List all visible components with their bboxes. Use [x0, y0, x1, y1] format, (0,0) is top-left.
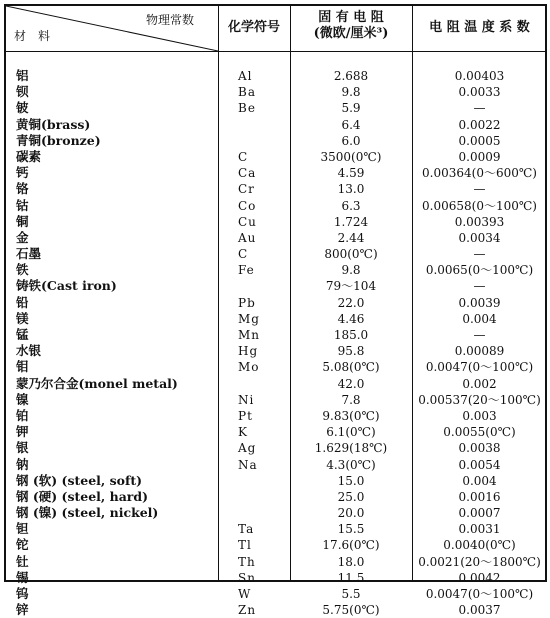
material-cell: 钢 (硬) (steel, hard) — [16, 488, 149, 504]
temp-coeff-cell: 0.0039 — [458, 295, 501, 310]
temp-coeff-cell: 0.0040(0℃) — [443, 538, 516, 553]
resistance-cell: 5.5 — [341, 587, 361, 601]
header-temp-coeff-label: 电 阻 温 度 系 数 — [429, 20, 530, 35]
material-cell: 钨 — [16, 586, 29, 601]
resistance-cell: 2.44 — [337, 230, 365, 245]
material-cell: 蒙乃尔合金(monel metal) — [16, 375, 178, 391]
resistance-cell: 4.59 — [337, 166, 365, 181]
material-cell: 钍 — [16, 553, 29, 569]
resistance-cell: 17.6(0℃) — [322, 538, 380, 553]
resistance-cell: 5.75(0℃) — [322, 603, 380, 618]
temp-coeff-cell: 0.0005 — [458, 133, 501, 148]
symbol-cell: Cr — [238, 182, 255, 197]
symbol-cell: Zn — [238, 603, 257, 618]
material-cell: 铬 — [16, 181, 29, 197]
symbol-cell: Fe — [238, 263, 255, 278]
material-cell: 铁 — [16, 262, 29, 278]
symbol-cell: Th — [238, 554, 256, 569]
header-resistance-line1: 固 有 电 阻 — [318, 10, 384, 25]
resistance-cell: 7.8 — [341, 392, 361, 407]
symbol-cell: Mn — [238, 328, 261, 342]
resistance-cell: 5.9 — [341, 101, 361, 116]
resistance-cell: 4.46 — [337, 311, 365, 326]
resistance-cell: 22.0 — [337, 295, 365, 310]
material-cell: 钙 — [16, 165, 29, 181]
temp-coeff-cell: 0.00658(0～100℃) — [422, 198, 537, 213]
material-cell: 钼 — [16, 359, 29, 375]
resistance-cell: 20.0 — [337, 506, 365, 521]
temp-coeff-cell: — — [473, 279, 486, 294]
temp-coeff-cell: 0.00537(20～100℃) — [418, 392, 541, 407]
resistance-cell: 185.0 — [333, 328, 369, 342]
symbol-cell — [238, 133, 288, 149]
temp-coeff-cell: 0.0031 — [458, 522, 501, 537]
symbol-cell — [238, 117, 288, 133]
header-property-label: 物理常数 — [146, 13, 195, 27]
temp-coeff-cell: 0.00403 — [454, 69, 505, 83]
resistance-cell: 5.08(0℃) — [322, 360, 380, 375]
material-cell: 铊 — [16, 537, 29, 553]
symbol-cell: Cu — [238, 214, 257, 229]
resistance-cell: 11.5 — [337, 570, 365, 585]
material-column — [16, 68, 216, 618]
symbol-cell: Hg — [238, 344, 259, 359]
resistance-cell: 15.0 — [337, 473, 365, 488]
material-cell: 铅 — [16, 294, 29, 310]
temp-coeff-cell: 0.0022 — [458, 117, 501, 132]
material-cell: 钾 — [16, 424, 29, 440]
material-cell: 铝 — [16, 68, 29, 83]
temp-coeff-cell: — — [473, 247, 486, 262]
material-cell: 银 — [16, 440, 29, 456]
resistance-cell: 1.629(18℃) — [314, 441, 388, 456]
material-cell: 锡 — [16, 569, 29, 585]
symbol-cell: Ba — [238, 85, 256, 100]
resistance-column — [290, 68, 412, 618]
resistance-cell: 9.8 — [341, 85, 361, 100]
temp-coeff-cell: 0.003 — [462, 408, 497, 423]
material-cell: 黄铜(brass) — [16, 116, 91, 132]
temp-coeff-cell: 0.0042 — [458, 570, 501, 585]
material-cell: 铍 — [16, 100, 29, 116]
material-cell: 锌 — [16, 602, 29, 618]
temp-coeff-cell: 0.004 — [462, 473, 497, 488]
temp-coeff-cell: — — [473, 182, 486, 197]
material-cell: 钢 (软) (steel, soft) — [16, 472, 143, 488]
symbol-cell: Ca — [238, 166, 257, 181]
resistance-cell: 3500(0℃) — [320, 149, 382, 164]
temp-coeff-cell: 0.0033 — [458, 85, 501, 100]
symbol-cell: Tl — [238, 538, 252, 553]
temp-coeff-cell: — — [473, 328, 486, 342]
temp-coeff-cell: 0.002 — [462, 376, 497, 391]
symbol-cell — [238, 473, 288, 489]
symbol-cell — [238, 505, 288, 521]
symbol-cell: Be — [238, 101, 256, 116]
temp-coeff-cell: 0.0038 — [458, 441, 501, 456]
temp-coeff-cell: 0.0047(0～100℃) — [425, 360, 534, 375]
temp-coeff-cell: 0.0055(0℃) — [443, 425, 516, 440]
symbol-column — [238, 68, 288, 618]
material-cell: 铂 — [16, 407, 29, 423]
symbol-cell: Ni — [238, 392, 255, 407]
resistance-cell: 6.0 — [341, 133, 361, 148]
symbol-cell — [238, 278, 288, 294]
resistance-cell: 42.0 — [337, 376, 365, 391]
temp-coeff-column — [412, 68, 547, 618]
resistance-cell: 6.4 — [341, 117, 361, 132]
resistance-cell: 18.0 — [337, 554, 365, 569]
symbol-cell: Mo — [238, 360, 260, 375]
symbol-cell: Pb — [238, 295, 256, 310]
resistance-cell: 2.688 — [333, 69, 369, 83]
resistivity-table — [4, 4, 547, 618]
temp-coeff-cell: 0.0016 — [458, 489, 501, 504]
symbol-cell — [238, 376, 288, 392]
header-symbol-label: 化学符号 — [227, 20, 280, 35]
material-cell: 金 — [16, 229, 29, 245]
temp-coeff-cell: 0.0007 — [458, 506, 501, 521]
symbol-cell: C — [238, 247, 249, 262]
material-cell: 铸铁(Cast iron) — [16, 278, 117, 294]
symbol-cell: Au — [238, 230, 257, 245]
material-cell: 钴 — [16, 197, 29, 213]
symbol-cell: Sn — [238, 570, 256, 585]
resistance-cell: 1.724 — [333, 214, 369, 229]
material-cell: 青铜(bronze) — [16, 132, 101, 148]
resistance-cell: 13.0 — [337, 182, 365, 197]
temp-coeff-cell: 0.0037 — [458, 603, 501, 618]
symbol-cell: Pt — [238, 408, 253, 423]
material-cell: 钽 — [16, 521, 29, 537]
material-cell: 钠 — [16, 456, 29, 472]
resistance-cell: 9.8 — [341, 263, 361, 278]
temp-coeff-cell: — — [473, 101, 486, 116]
header-resistance-label — [290, 10, 412, 42]
resistance-cell: 9.83(0℃) — [322, 408, 380, 423]
material-cell: 碳素 — [16, 148, 42, 164]
material-cell: 水银 — [16, 343, 42, 359]
symbol-cell: C — [238, 149, 249, 164]
temp-coeff-cell: 0.0047(0～100℃) — [425, 587, 534, 601]
temp-coeff-cell: 0.00393 — [454, 214, 505, 229]
symbol-cell: Na — [238, 457, 258, 472]
symbol-cell: W — [238, 587, 252, 601]
resistance-cell: 15.5 — [337, 522, 365, 537]
resistance-cell: 79～104 — [325, 279, 377, 294]
resistance-cell: 4.3(0℃) — [326, 457, 376, 472]
column-divider — [218, 6, 219, 580]
temp-coeff-cell: 0.0034 — [458, 230, 501, 245]
header-resistance-line2: (微欧/厘米³) — [313, 26, 389, 41]
temp-coeff-cell: 0.0021(20～1800℃) — [418, 554, 541, 569]
resistance-cell: 25.0 — [337, 489, 365, 504]
material-cell: 铜 — [16, 213, 29, 229]
symbol-cell: Ta — [238, 522, 255, 537]
resistance-cell: 6.3 — [341, 198, 361, 213]
temp-coeff-cell: 0.00364(0～600℃) — [422, 166, 537, 181]
symbol-cell: Co — [238, 198, 257, 213]
temp-coeff-cell: 0.00089 — [454, 344, 505, 359]
material-cell: 镁 — [16, 310, 29, 326]
resistance-cell: 95.8 — [337, 344, 365, 359]
resistance-cell: 800(0℃) — [324, 247, 378, 262]
symbol-cell: Ag — [238, 441, 257, 456]
header-material-label: 材 料 — [14, 29, 51, 43]
resistance-cell: 6.1(0℃) — [326, 425, 376, 440]
temp-coeff-cell: 0.0054 — [458, 457, 501, 472]
material-cell: 钡 — [16, 84, 29, 100]
symbol-cell: Al — [238, 69, 253, 83]
material-cell: 锰 — [16, 327, 29, 342]
symbol-cell: K — [238, 425, 248, 440]
symbol-cell — [238, 489, 288, 505]
material-cell: 镍 — [16, 391, 29, 407]
header-divider — [6, 51, 545, 52]
material-cell: 石墨 — [16, 246, 42, 262]
material-cell: 钢 (镍) (steel, nickel) — [16, 505, 159, 521]
temp-coeff-cell: 0.004 — [462, 311, 497, 326]
temp-coeff-cell: 0.0009 — [458, 149, 501, 164]
temp-coeff-cell: 0.0065(0～100℃) — [425, 263, 534, 278]
symbol-cell: Mg — [238, 311, 260, 326]
